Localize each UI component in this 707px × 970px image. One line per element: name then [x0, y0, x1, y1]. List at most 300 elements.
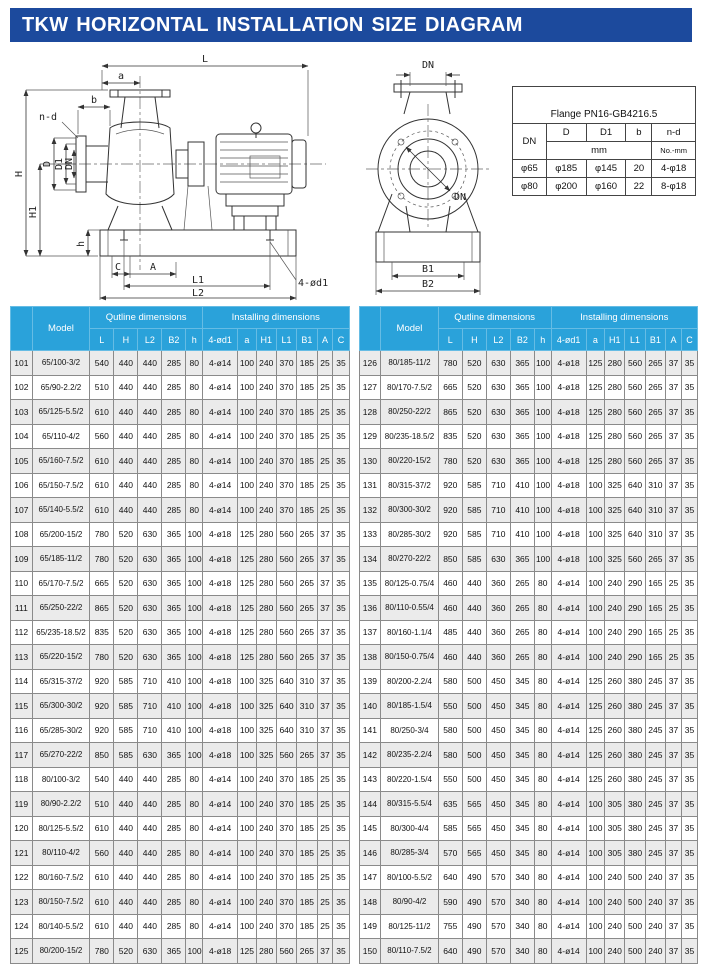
dimension-cell: 340 [510, 914, 534, 939]
dimension-cell: 440 [114, 816, 138, 841]
dimension-cell: 345 [510, 816, 534, 841]
dimension-cell: 440 [138, 890, 162, 915]
dimension-cell: 37 [666, 424, 682, 449]
dimension-cell: 285 [162, 792, 186, 817]
model-cell: 80/185-11/2 [381, 351, 439, 376]
model-cell: 80/235-2.2/4 [381, 743, 439, 768]
table-row [359, 522, 698, 547]
col-header-4d1: 4-ød1 [203, 329, 238, 351]
dimension-cell: 37 [666, 767, 682, 792]
dimension-cell: 245 [645, 767, 665, 792]
dimension-cell: 25 [317, 914, 333, 939]
dimension-cell: 185 [297, 449, 317, 474]
dimension-cell: 35 [681, 694, 697, 719]
dimension-cell: 285 [162, 865, 186, 890]
dimension-cell: 245 [645, 792, 665, 817]
dimension-cell: 80 [534, 620, 551, 645]
dimension-cell: 4-ø18 [203, 694, 238, 719]
flange-header-dn: DN [513, 124, 547, 160]
dimension-cell: 365 [162, 939, 186, 964]
flange-cell: φ160 [586, 178, 626, 196]
dimension-cell: 125 [238, 620, 256, 645]
dimension-cell: 560 [625, 351, 645, 376]
row-number-cell: 117 [11, 743, 33, 768]
dim-label-H: H [14, 170, 25, 178]
table-row [359, 890, 698, 915]
flange-cell: 4-φ18 [652, 160, 696, 178]
row-number-cell: 121 [11, 841, 33, 866]
dimension-cell: 4-ø18 [203, 939, 238, 964]
table-row [359, 571, 698, 596]
row-number-cell: 139 [359, 669, 381, 694]
flange-header-nd: n-d [652, 124, 696, 142]
dimension-cell: 35 [333, 914, 349, 939]
dim-label-nd: n-d [38, 112, 58, 123]
dimension-cell: 80 [534, 890, 551, 915]
dimension-cell: 510 [90, 792, 114, 817]
dimension-cell: 37 [317, 669, 333, 694]
dimension-cell: 440 [114, 914, 138, 939]
dimension-cell: 37 [666, 939, 682, 964]
spec-table-left-body [11, 351, 350, 964]
pump-front-view-drawing [348, 54, 520, 298]
dimension-cell: 585 [462, 522, 486, 547]
dimension-cell: 440 [138, 792, 162, 817]
dimension-cell: 240 [256, 792, 276, 817]
dimension-cell: 280 [605, 351, 625, 376]
dimension-cell: 25 [317, 816, 333, 841]
spec-table-left [10, 306, 350, 964]
dimension-cell: 4-ø18 [203, 547, 238, 572]
row-number-cell: 141 [359, 718, 381, 743]
dimension-cell: 4-ø14 [551, 767, 586, 792]
dimension-cell: 4-ø14 [203, 400, 238, 425]
dimension-cell: 365 [510, 547, 534, 572]
dimension-cell: 260 [605, 694, 625, 719]
flange-cell: φ80 [513, 178, 547, 196]
dimension-cell: 4-ø14 [203, 816, 238, 841]
model-cell: 80/140-5.5/2 [32, 914, 90, 939]
dimension-cell: 100 [586, 865, 604, 890]
dimension-cell: 35 [681, 841, 697, 866]
table-row [359, 645, 698, 670]
dimension-cell: 500 [462, 669, 486, 694]
dimension-cell: 100 [238, 449, 256, 474]
dimension-cell: 365 [510, 449, 534, 474]
flange-cell: 22 [626, 178, 652, 196]
dimension-cell: 610 [90, 865, 114, 890]
dimension-cell: 630 [486, 375, 510, 400]
dimension-cell: 37 [317, 571, 333, 596]
table-row [11, 375, 350, 400]
row-number-cell: 127 [359, 375, 381, 400]
dimension-cell: 780 [90, 645, 114, 670]
dimension-cell: 240 [605, 571, 625, 596]
row-number-cell: 128 [359, 400, 381, 425]
col-header-B1: B1 [645, 329, 665, 351]
flange-unit-no-mm: No.-mm [652, 142, 696, 160]
model-cell: 80/100-3/2 [32, 767, 90, 792]
model-cell: 80/250-3/4 [381, 718, 439, 743]
dimension-cell: 80 [534, 571, 551, 596]
col-header-C: C [681, 329, 697, 351]
dimension-cell: 100 [238, 914, 256, 939]
dimension-cell: 500 [625, 865, 645, 890]
dimension-cell: 80 [534, 645, 551, 670]
table-row [11, 914, 350, 939]
dimension-cell: 80 [534, 596, 551, 621]
col-header-B1: B1 [297, 329, 317, 351]
dimension-cell: 500 [625, 914, 645, 939]
dimension-cell: 370 [276, 351, 296, 376]
dimension-cell: 80 [534, 914, 551, 939]
model-cell: 65/300-30/2 [32, 694, 90, 719]
dimension-cell: 25 [317, 351, 333, 376]
dimension-cell: 80 [534, 939, 551, 964]
dimension-cell: 4-ø18 [551, 498, 586, 523]
dimension-cell: 560 [90, 841, 114, 866]
dimension-cell: 380 [625, 816, 645, 841]
dimension-cell: 125 [586, 718, 604, 743]
outline-dimensions-header: Qutline dimensions [90, 307, 203, 329]
dimension-cell: 240 [605, 645, 625, 670]
dimension-cell: 240 [256, 914, 276, 939]
model-cell: 65/170-7.5/2 [32, 571, 90, 596]
dimension-cell: 25 [317, 841, 333, 866]
dimension-cell: 365 [510, 375, 534, 400]
dimension-cell: 100 [238, 424, 256, 449]
model-cell: 80/200-2.2/4 [381, 669, 439, 694]
dimension-cell: 4-ø14 [551, 841, 586, 866]
model-cell: 80/200-15/2 [32, 939, 90, 964]
table-row [359, 620, 698, 645]
dimension-cell: 520 [462, 400, 486, 425]
col-header-a: a [586, 329, 604, 351]
dimension-cell: 285 [162, 473, 186, 498]
dimension-cell: 35 [333, 375, 349, 400]
dimension-cell: 560 [276, 620, 296, 645]
dimension-cell: 560 [90, 424, 114, 449]
dimension-cell: 345 [510, 767, 534, 792]
dimension-cell: 365 [162, 620, 186, 645]
model-cell: 80/125-11/2 [381, 914, 439, 939]
dim-label-h: h [76, 240, 87, 248]
dimension-cell: 280 [605, 449, 625, 474]
dimension-cell: 37 [317, 522, 333, 547]
dimension-cell: 240 [256, 375, 276, 400]
dimension-cell: 25 [317, 890, 333, 915]
dimension-cell: 37 [666, 669, 682, 694]
row-number-cell: 130 [359, 449, 381, 474]
dimension-cell: 440 [138, 816, 162, 841]
dimension-cell: 35 [681, 914, 697, 939]
dimension-cell: 360 [486, 620, 510, 645]
dimension-cell: 25 [317, 375, 333, 400]
flange-header-d: D [546, 124, 586, 142]
dimension-cell: 370 [276, 498, 296, 523]
dimension-cell: 635 [438, 792, 462, 817]
col-header-a: a [238, 329, 256, 351]
col-header-H1: H1 [256, 329, 276, 351]
dim-label-B2: B2 [421, 279, 435, 290]
model-cell: 65/235-18.5/2 [32, 620, 90, 645]
dimension-cell: 345 [510, 792, 534, 817]
row-number-cell: 150 [359, 939, 381, 964]
dimension-cell: 440 [138, 375, 162, 400]
dimension-cell: 185 [297, 473, 317, 498]
model-cell: 80/100-5.5/2 [381, 865, 439, 890]
dimension-cell: 285 [162, 816, 186, 841]
dimension-cell: 35 [681, 400, 697, 425]
dimension-cell: 520 [114, 522, 138, 547]
dimension-cell: 25 [666, 645, 682, 670]
dimension-cell: 100 [238, 669, 256, 694]
dimension-cell: 710 [486, 522, 510, 547]
dimension-cell: 440 [114, 841, 138, 866]
dimension-cell: 100 [186, 743, 203, 768]
dimension-cell: 100 [586, 547, 604, 572]
dimension-cell: 100 [238, 473, 256, 498]
dimension-cell: 490 [462, 865, 486, 890]
dimension-cell: 35 [333, 571, 349, 596]
dimension-cell: 4-ø14 [551, 865, 586, 890]
row-number-cell: 125 [11, 939, 33, 964]
model-cell: 80/270-22/2 [381, 547, 439, 572]
dimension-cell: 165 [645, 645, 665, 670]
dimension-cell: 490 [462, 914, 486, 939]
dimension-cell: 240 [256, 890, 276, 915]
dimension-cell: 710 [138, 669, 162, 694]
dimension-cell: 560 [276, 522, 296, 547]
dimension-cell: 290 [625, 620, 645, 645]
row-number-cell: 102 [11, 375, 33, 400]
dimension-cell: 25 [317, 473, 333, 498]
dimension-cell: 100 [238, 718, 256, 743]
dimension-cell: 240 [256, 473, 276, 498]
dimension-cell: 640 [276, 718, 296, 743]
dimension-cell: 610 [90, 816, 114, 841]
dimension-cell: 440 [138, 841, 162, 866]
dimension-cell: 265 [510, 620, 534, 645]
dimension-cell: 440 [114, 792, 138, 817]
dimension-cell: 490 [462, 939, 486, 964]
dimension-cell: 80 [186, 424, 203, 449]
dimension-cell: 500 [462, 743, 486, 768]
dimension-cell: 4-ø14 [203, 424, 238, 449]
dimension-cell: 920 [438, 473, 462, 498]
dimension-cell: 285 [162, 351, 186, 376]
table-row [359, 351, 698, 376]
dimension-cell: 560 [625, 400, 645, 425]
dimension-cell: 565 [462, 816, 486, 841]
dimension-cell: 585 [438, 816, 462, 841]
model-cell: 65/315-37/2 [32, 669, 90, 694]
dimension-cell: 37 [666, 914, 682, 939]
dimension-cell: 560 [276, 571, 296, 596]
flange-table [512, 86, 696, 196]
dimension-cell: 240 [605, 890, 625, 915]
dimension-cell: 710 [486, 473, 510, 498]
dimension-cell: 380 [625, 792, 645, 817]
dimension-cell: 245 [645, 718, 665, 743]
dimension-cell: 280 [256, 571, 276, 596]
col-header-L: L [438, 329, 462, 351]
dimension-cell: 245 [645, 743, 665, 768]
dimension-cell: 310 [645, 498, 665, 523]
model-cell: 65/125-5.5/2 [32, 400, 90, 425]
table-row [11, 841, 350, 866]
dimension-cell: 370 [276, 424, 296, 449]
dimension-lines [26, 66, 308, 300]
table-row [359, 498, 698, 523]
table-row [359, 400, 698, 425]
dimension-cell: 100 [238, 498, 256, 523]
dimension-cell: 4-ø14 [203, 473, 238, 498]
dimension-cell: 185 [297, 865, 317, 890]
dimension-cell: 630 [486, 424, 510, 449]
dimension-cell: 4-ø14 [551, 669, 586, 694]
dimension-cell: 440 [114, 375, 138, 400]
col-header-4d1: 4-ød1 [551, 329, 586, 351]
dimension-cell: 265 [645, 351, 665, 376]
row-number-cell: 111 [11, 596, 33, 621]
table-row [359, 914, 698, 939]
dimension-cell: 37 [666, 718, 682, 743]
centerlines [58, 76, 326, 270]
model-cell: 65/150-7.5/2 [32, 473, 90, 498]
dimension-cell: 630 [486, 351, 510, 376]
dimension-cell: 100 [186, 939, 203, 964]
dimension-cell: 500 [462, 767, 486, 792]
dimension-cell: 35 [333, 351, 349, 376]
dim-label-DN-inner: DN [454, 192, 467, 203]
dimension-cell: 440 [138, 498, 162, 523]
dimension-cell: 520 [462, 351, 486, 376]
dimension-cell: 35 [681, 718, 697, 743]
dimension-cell: 4-ø14 [203, 865, 238, 890]
dimension-cell: 35 [333, 473, 349, 498]
table-row [11, 816, 350, 841]
dimension-cell: 4-ø18 [551, 449, 586, 474]
dimension-cell: 80 [534, 669, 551, 694]
dimension-cell: 125 [586, 375, 604, 400]
dimension-cell: 240 [645, 914, 665, 939]
dimension-cell: 265 [297, 743, 317, 768]
dimension-cell: 360 [486, 645, 510, 670]
dim-label-L1: L1 [191, 275, 205, 286]
flange-cell: φ145 [586, 160, 626, 178]
dimension-cell: 440 [462, 596, 486, 621]
dimension-cell: 285 [162, 400, 186, 425]
dimension-cell: 4-ø14 [551, 792, 586, 817]
dimension-cell: 410 [510, 522, 534, 547]
dimension-cell: 310 [645, 473, 665, 498]
dimension-cell: 185 [297, 351, 317, 376]
dimension-cell: 37 [317, 596, 333, 621]
dimension-cell: 4-ø14 [203, 767, 238, 792]
dimension-cell: 285 [162, 498, 186, 523]
dimension-cell: 585 [114, 669, 138, 694]
dimension-cell: 240 [256, 351, 276, 376]
dimension-cell: 125 [586, 743, 604, 768]
flange-table-title: Flange PN16-GB4216.5 [513, 87, 696, 124]
dimension-cell: 920 [438, 498, 462, 523]
dimension-cell: 490 [462, 890, 486, 915]
row-number-cell: 138 [359, 645, 381, 670]
col-header-L2: L2 [138, 329, 162, 351]
dimension-cell: 310 [297, 669, 317, 694]
dimension-cell: 630 [138, 547, 162, 572]
dimension-cell: 165 [645, 596, 665, 621]
dimension-cell: 440 [138, 449, 162, 474]
dimension-cell: 265 [645, 449, 665, 474]
model-cell: 80/110-7.5/2 [381, 939, 439, 964]
dimension-cell: 100 [534, 473, 551, 498]
dimension-cell: 240 [645, 890, 665, 915]
dimension-cell: 630 [138, 645, 162, 670]
dimension-cell: 4-ø14 [551, 645, 586, 670]
dimension-cell: 185 [297, 375, 317, 400]
dimension-cell: 920 [90, 669, 114, 694]
dimension-cell: 100 [238, 351, 256, 376]
dimension-cell: 4-ø14 [551, 620, 586, 645]
model-cell: 65/285-30/2 [32, 718, 90, 743]
row-number-cell: 126 [359, 351, 381, 376]
dimension-cell: 35 [333, 841, 349, 866]
dimension-cell: 165 [645, 571, 665, 596]
dimension-cell: 460 [438, 645, 462, 670]
dimension-cell: 35 [333, 596, 349, 621]
col-header-h: h [534, 329, 551, 351]
dimension-cell: 520 [114, 571, 138, 596]
dimension-cell: 370 [276, 890, 296, 915]
dimension-cell: 100 [238, 890, 256, 915]
dimension-cell: 4-ø18 [203, 571, 238, 596]
dimension-cell: 265 [510, 645, 534, 670]
dimension-cell: 80 [186, 914, 203, 939]
table-row [11, 792, 350, 817]
table-row [11, 424, 350, 449]
model-cell: 65/200-15/2 [32, 522, 90, 547]
dimension-cell: 520 [114, 939, 138, 964]
dim-label-b: b [90, 95, 98, 106]
dimension-cell: 80 [534, 865, 551, 890]
table-row [11, 547, 350, 572]
row-number-cell: 146 [359, 841, 381, 866]
model-cell: 80/170-7.5/2 [381, 375, 439, 400]
dimension-cell: 100 [586, 890, 604, 915]
dimension-cell: 25 [317, 865, 333, 890]
dimension-cell: 370 [276, 375, 296, 400]
dimension-cell: 245 [645, 694, 665, 719]
dimension-cell: 35 [333, 816, 349, 841]
dimension-cell: 290 [625, 645, 645, 670]
dimension-cell: 280 [256, 547, 276, 572]
dimension-cell: 37 [666, 865, 682, 890]
dimension-cell: 560 [625, 449, 645, 474]
dimension-cell: 630 [138, 939, 162, 964]
dimension-cell: 285 [162, 890, 186, 915]
dimension-cell: 440 [138, 914, 162, 939]
dimension-cell: 4-ø14 [551, 914, 586, 939]
dimension-cell: 265 [297, 645, 317, 670]
dimension-cell: 440 [138, 865, 162, 890]
dimension-cell: 100 [186, 645, 203, 670]
dimension-cell: 380 [625, 718, 645, 743]
dimension-cell: 100 [586, 522, 604, 547]
dimension-cell: 780 [438, 351, 462, 376]
dimension-cell: 520 [114, 645, 138, 670]
